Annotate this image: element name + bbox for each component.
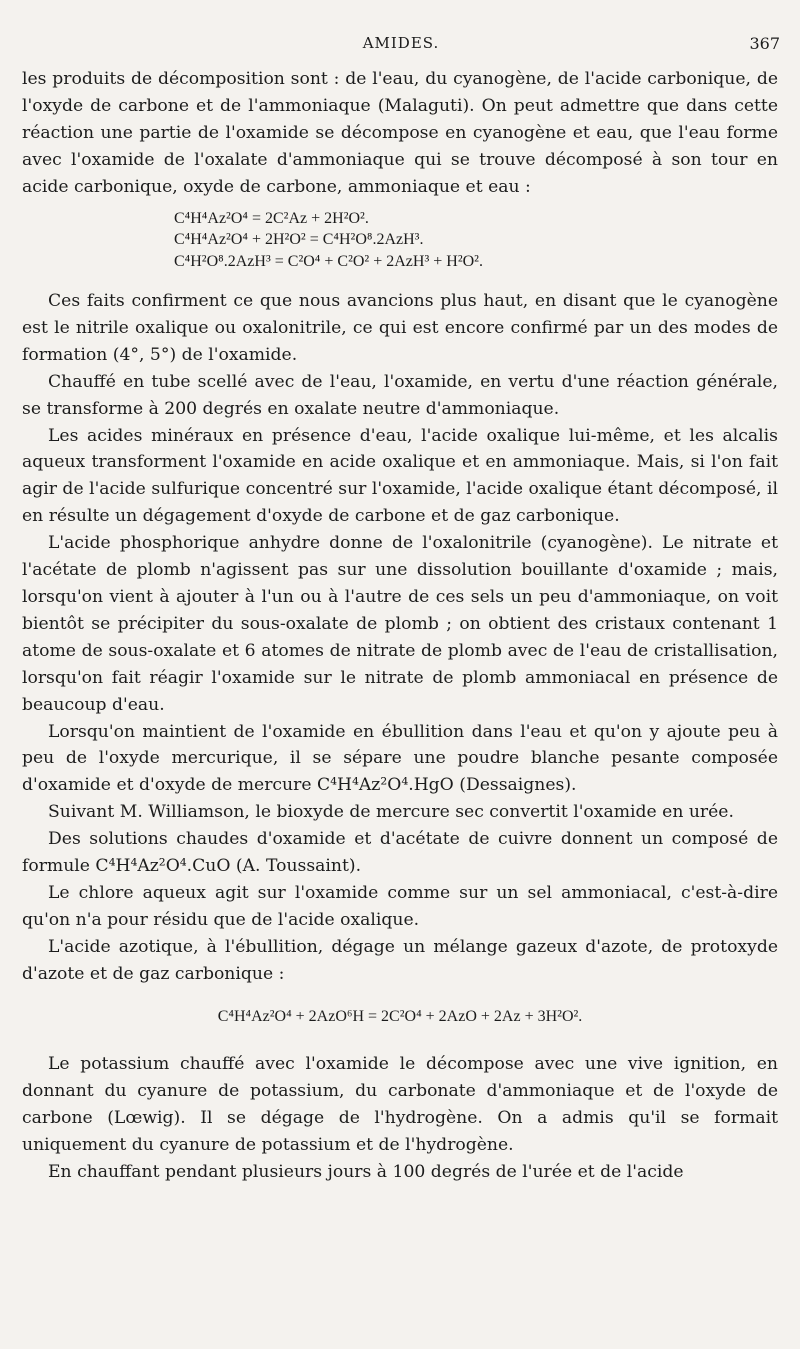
equation-block (174, 208, 778, 273)
page-body (22, 66, 778, 1186)
paragraph: Lorsqu'on maintient de l'oxamide en ébullition dans l'eau et qu'on y ajoute peu à peu de l'oxyde mercurique, il se sépare une poudre blanche pesante composée d'oxamide et d'oxyde de mercure C⁴H⁴Az²O⁴.HgO (Dessaignes). (22, 721, 778, 796)
page-header (22, 34, 780, 56)
running-title: AMIDES. (362, 34, 440, 52)
paragraph: Ces faits confirment ce que nous avancions plus haut, en disant que le cyanogène est le nitrile oxalique ou oxalonitrile, ce qui est encore confirmé par un des modes de formation (4°, 5°) de l'oxamide. (22, 291, 778, 365)
paragraph: En chauffant pendant plusieurs jours à 100 degrés de l'urée et de l'acide (48, 1161, 684, 1182)
equation: C⁴H⁴Az²O⁴ + 2AzO⁶H = 2C²O⁴ + 2AzO + 2Az + 3H²O². (217, 1007, 583, 1025)
paragraph: les produits de décomposition sont : de l'eau, du cyanogène, de l'acide carbonique, de l'oxyde de carbone et de l'ammoniaque (Malaguti). On peut admettre que dans cette réaction une partie de l'oxamide se décompose en cyanogène et eau, que l'eau forme avec l'oxamide de l'oxalate d'ammoniaque qui se trouve décomposé à son tour en acide carbonique, oxyde de carbone, ammoniaque et eau : (22, 69, 778, 197)
paragraph: Le chlore aqueux agit sur l'oxamide comme sur un sel ammoniacal, c'est-à-dire qu'on n'a pour résidu que de l'acide oxalique. (22, 882, 778, 930)
paragraph: L'acide phosphorique anhydre donne de l'oxalonitrile (cyanogène). Le nitrate et l'acétate de plomb n'agissent pas sur une dissolution bouillante d'oxamide ; mais, lorsqu'on vient à ajouter à l'un ou à l'autre de ces sels un peu d'ammoniaque, on voit bientôt se précipiter du sous-oxalate de plomb ; on obtient des cristaux contenant 1 atome de sous-oxalate et 6 atomes de nitrate de plomb avec de l'eau de cristallisation, lorsqu'on fait réagir l'oxamide sur le nitrate de plomb ammoniacal en présence de beaucoup d'eau. (22, 533, 778, 715)
paragraph: Les acides minéraux en présence d'eau, l'acide oxalique lui-même, et les alcalis aqueux transforment l'oxamide en acide oxalique et en ammoniaque. Mais, si l'on fait agir de l'acide sulfurique concentré sur l'oxamide, l'acide oxalique étant décomposé, il en résulte un dégagement d'oxyde de carbone et de gaz carbonique. (22, 425, 778, 527)
paragraph: Le potassium chauffé avec l'oxamide le décompose avec une vive ignition, en donnant du cyanure de potassium, du carbonate d'ammoniaque et de l'oxyde de carbone (Lœwig). Il se dégage de l'hydrogène. On a admis qu'il se formait uniquement du cyanure de potassium et de l'hydrogène. (22, 1054, 778, 1155)
equation: C⁴H⁴Az²O⁴ = 2C²Az + 2H²O². (174, 209, 369, 227)
equation: C⁴H⁴Az²O⁴ + 2H²O² = C⁴H²O⁸.2AzH³. (174, 231, 424, 249)
equation: C⁴H²O⁸.2AzH³ = C²O⁴ + C²O² + 2AzH³ + H²O². (174, 252, 483, 270)
paragraph: Des solutions chaudes d'oxamide et d'acétate de cuivre donnent un composé de formule C⁴H⁴Az²O⁴.CuO (A. Toussaint). (22, 829, 778, 877)
paragraph: Suivant M. Williamson, le bioxyde de mercure sec convertit l'oxamide en urée. (48, 802, 734, 823)
page-number: 367 (749, 34, 780, 53)
paragraph: L'acide azotique, à l'ébullition, dégage un mélange gazeux d'azote, de protoxyde d'azote et de gaz carbonique : (22, 936, 778, 984)
paragraph: Chauffé en tube scellé avec de l'eau, l'oxamide, en vertu d'une réaction générale, se transforme à 200 degrés en oxalate neutre d'ammoniaque. (22, 371, 778, 419)
